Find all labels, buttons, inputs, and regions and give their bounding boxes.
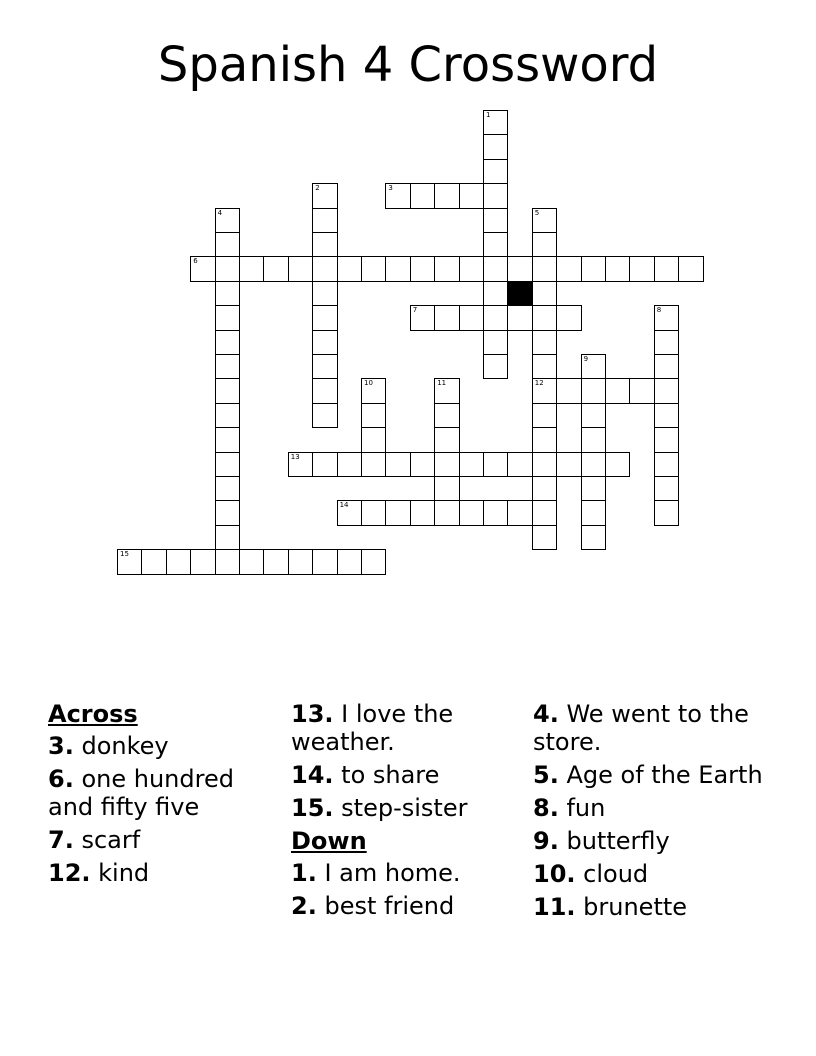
- grid-cell[interactable]: [483, 305, 508, 330]
- grid-cell[interactable]: [337, 452, 362, 477]
- clue-item: [48, 859, 278, 887]
- grid-cell[interactable]: [532, 305, 557, 330]
- clue-item: [291, 859, 521, 887]
- clue-text: Age of the Earth: [566, 761, 763, 789]
- grid-clue-number: 7: [412, 306, 418, 315]
- grid-cell[interactable]: [215, 427, 240, 452]
- grid-cell[interactable]: [556, 305, 581, 330]
- grid-cell[interactable]: [654, 403, 679, 428]
- clue-item: [533, 893, 773, 921]
- grid-clue-number: 11: [437, 379, 447, 388]
- clue-text: brunette: [583, 893, 688, 921]
- grid-cell[interactable]: [337, 500, 362, 525]
- grid-clue-number: 6: [193, 257, 198, 266]
- grid-cell[interactable]: [459, 305, 484, 330]
- grid-cell[interactable]: [581, 378, 606, 403]
- grid-cell[interactable]: [532, 378, 557, 403]
- grid-cell[interactable]: [605, 256, 630, 281]
- grid-clue-number: 5: [534, 208, 540, 217]
- grid-cell[interactable]: [581, 525, 606, 550]
- clue-heading-down: Down: [291, 827, 367, 855]
- clue-number: 7.: [48, 826, 74, 854]
- grid-cell[interactable]: [312, 208, 337, 233]
- grid-clue-number: 12: [534, 379, 544, 388]
- grid-cell[interactable]: [483, 354, 508, 379]
- clue-text: We went to the store.: [533, 700, 749, 756]
- clue-item: [291, 761, 521, 789]
- grid-cell[interactable]: [312, 549, 337, 574]
- grid-cell[interactable]: [532, 256, 557, 281]
- clue-item: [48, 826, 278, 854]
- grid-cell[interactable]: [410, 183, 435, 208]
- grid-cell[interactable]: [312, 183, 337, 208]
- grid-cell[interactable]: [532, 330, 557, 355]
- grid-cell[interactable]: [434, 305, 459, 330]
- grid-cell[interactable]: [605, 378, 630, 403]
- clue-text: butterfly: [566, 827, 670, 855]
- grid-cell[interactable]: [581, 354, 606, 379]
- clue-item: [48, 732, 278, 760]
- clue-column-3: [533, 700, 773, 926]
- grid-cell[interactable]: [483, 159, 508, 184]
- grid-cell[interactable]: [410, 256, 435, 281]
- grid-cell[interactable]: [483, 183, 508, 208]
- clue-item: [48, 765, 278, 821]
- grid-cell[interactable]: [410, 305, 435, 330]
- grid-cell[interactable]: [288, 549, 313, 574]
- clue-number: 10.: [533, 860, 576, 888]
- grid-cell[interactable]: [532, 354, 557, 379]
- clue-item: [533, 700, 773, 756]
- grid-cell[interactable]: [215, 281, 240, 306]
- grid-cell[interactable]: [288, 256, 313, 281]
- grid-cell[interactable]: [556, 378, 581, 403]
- grid-cell[interactable]: [532, 281, 557, 306]
- grid-cell[interactable]: [556, 452, 581, 477]
- grid-cell[interactable]: [654, 305, 679, 330]
- grid-cell[interactable]: [215, 232, 240, 257]
- clue-text: to share: [341, 761, 440, 789]
- grid-cell[interactable]: [434, 500, 459, 525]
- grid-cell[interactable]: [459, 183, 484, 208]
- grid-cell[interactable]: [239, 549, 264, 574]
- grid-cell[interactable]: [337, 549, 362, 574]
- grid-cell[interactable]: [215, 549, 240, 574]
- grid-cell[interactable]: [654, 476, 679, 501]
- clue-number: 6.: [48, 765, 74, 793]
- grid-cell[interactable]: [312, 354, 337, 379]
- grid-cell[interactable]: [312, 403, 337, 428]
- grid-cell[interactable]: [532, 452, 557, 477]
- clue-number: 2.: [291, 892, 317, 920]
- clue-item: [291, 794, 521, 822]
- grid-cell[interactable]: [483, 208, 508, 233]
- grid-cell[interactable]: [507, 305, 532, 330]
- clue-item: [533, 761, 773, 789]
- grid-clue-number: 15: [120, 550, 129, 559]
- grid-cell[interactable]: [312, 232, 337, 257]
- grid-cell[interactable]: [483, 281, 508, 306]
- clue-number: 15.: [291, 794, 334, 822]
- grid-cell[interactable]: [483, 330, 508, 355]
- grid-clue-number: 13: [290, 452, 300, 461]
- grid-cell[interactable]: [141, 549, 166, 574]
- grid-cell[interactable]: [654, 452, 679, 477]
- grid-cell[interactable]: [434, 378, 459, 403]
- clue-text: best friend: [324, 892, 455, 920]
- grid-cell[interactable]: [361, 427, 386, 452]
- grid-cell[interactable]: [215, 378, 240, 403]
- grid-cell[interactable]: [434, 183, 459, 208]
- grid-cell[interactable]: [581, 256, 606, 281]
- grid-cell[interactable]: [312, 256, 337, 281]
- clue-column-1: [48, 700, 278, 892]
- grid-cell[interactable]: [361, 403, 386, 428]
- grid-clue-number: 4: [217, 208, 223, 217]
- page-title: Spanish 4 Crossword: [157, 37, 659, 93]
- grid-cell[interactable]: [654, 256, 679, 281]
- clue-number: 9.: [533, 827, 559, 855]
- clue-text: fun: [566, 794, 606, 822]
- grid-cell[interactable]: [507, 452, 532, 477]
- grid-cell[interactable]: [483, 232, 508, 257]
- grid-cell[interactable]: [629, 378, 654, 403]
- grid-clue-number: 2: [315, 184, 320, 193]
- grid-cell[interactable]: [434, 452, 459, 477]
- grid-clue-number: 8: [656, 306, 662, 315]
- grid-cell[interactable]: [581, 476, 606, 501]
- clue-text: donkey: [81, 732, 169, 760]
- clue-text: cloud: [583, 860, 649, 888]
- grid-cell[interactable]: [361, 452, 386, 477]
- grid-cell[interactable]: [532, 427, 557, 452]
- grid-cell[interactable]: [263, 549, 288, 574]
- grid-cell[interactable]: [312, 330, 337, 355]
- grid-cell[interactable]: [581, 427, 606, 452]
- clue-number: 8.: [533, 794, 559, 822]
- clue-number: 1.: [291, 859, 317, 887]
- grid-cell[interactable]: [361, 256, 386, 281]
- grid-cell[interactable]: [215, 403, 240, 428]
- clue-column-2: [291, 700, 521, 925]
- grid-cell[interactable]: [654, 354, 679, 379]
- grid-cell[interactable]: [215, 500, 240, 525]
- grid-cell[interactable]: [507, 256, 532, 281]
- grid-cell[interactable]: [361, 500, 386, 525]
- clue-text: I am home.: [324, 859, 461, 887]
- grid-cell[interactable]: [215, 256, 240, 281]
- clue-number: 5.: [533, 761, 559, 789]
- grid-cell[interactable]: [361, 549, 386, 574]
- grid-cell[interactable]: [532, 525, 557, 550]
- grid-cell[interactable]: [215, 330, 240, 355]
- grid-cell[interactable]: [263, 256, 288, 281]
- clue-text: one hundred and fifty five: [48, 765, 234, 821]
- grid-cell[interactable]: [483, 452, 508, 477]
- grid-cell[interactable]: [385, 256, 410, 281]
- grid-clue-number: 1: [486, 111, 491, 119]
- clue-item: [291, 700, 521, 756]
- grid-clue-number: 14: [339, 501, 349, 510]
- grid-cell[interactable]: [532, 232, 557, 257]
- grid-cell[interactable]: [215, 525, 240, 550]
- grid-cell[interactable]: [483, 256, 508, 281]
- grid-cell[interactable]: [483, 110, 508, 135]
- clue-item: [291, 892, 521, 920]
- grid-cell[interactable]: [215, 354, 240, 379]
- clue-text: step-sister: [341, 794, 468, 822]
- grid-cell[interactable]: [654, 378, 679, 403]
- clue-heading-across: Across: [48, 700, 138, 728]
- clue-number: 13.: [291, 700, 334, 728]
- grid-cell[interactable]: [312, 378, 337, 403]
- grid-cell[interactable]: [215, 452, 240, 477]
- grid-cell[interactable]: [215, 476, 240, 501]
- clue-text: kind: [98, 859, 150, 887]
- clue-number: 14.: [291, 761, 334, 789]
- grid-cell[interactable]: [410, 500, 435, 525]
- grid-cell[interactable]: [288, 452, 313, 477]
- grid-cell[interactable]: [605, 452, 630, 477]
- grid-cell[interactable]: [361, 378, 386, 403]
- grid-cell[interactable]: [581, 452, 606, 477]
- grid-clue-number: 10: [364, 379, 373, 388]
- grid-cell[interactable]: [215, 208, 240, 233]
- clue-text: scarf: [81, 826, 141, 854]
- grid-cell[interactable]: [434, 403, 459, 428]
- grid-cell[interactable]: [434, 256, 459, 281]
- grid-cell[interactable]: [312, 305, 337, 330]
- grid-cell[interactable]: [483, 134, 508, 159]
- grid-cell[interactable]: [312, 452, 337, 477]
- grid-cell[interactable]: [434, 476, 459, 501]
- grid-cell[interactable]: [678, 256, 703, 281]
- grid-cell[interactable]: [532, 500, 557, 525]
- grid-cell[interactable]: [385, 500, 410, 525]
- grid-cell[interactable]: [239, 256, 264, 281]
- grid-cell[interactable]: [312, 281, 337, 306]
- clue-number: 3.: [48, 732, 74, 760]
- grid-cell[interactable]: [507, 500, 532, 525]
- clue-number: 11.: [533, 893, 576, 921]
- clue-item: [533, 827, 773, 855]
- grid-cell[interactable]: [483, 500, 508, 525]
- grid-cell[interactable]: [434, 427, 459, 452]
- clue-item: [533, 860, 773, 888]
- grid-cell[interactable]: [117, 549, 142, 574]
- grid-cell[interactable]: [410, 452, 435, 477]
- grid-cell[interactable]: [556, 256, 581, 281]
- grid-cell[interactable]: [385, 183, 410, 208]
- grid-cell[interactable]: [532, 208, 557, 233]
- grid-cell[interactable]: [654, 330, 679, 355]
- clue-number: 4.: [533, 700, 559, 728]
- grid-cell[interactable]: [581, 500, 606, 525]
- grid-cell[interactable]: [629, 256, 654, 281]
- grid-cell[interactable]: [166, 549, 191, 574]
- grid-cell[interactable]: [190, 256, 215, 281]
- clue-item: [533, 794, 773, 822]
- grid-cell[interactable]: [654, 500, 679, 525]
- grid-cell[interactable]: [532, 476, 557, 501]
- grid-cell[interactable]: [459, 500, 484, 525]
- grid-cell[interactable]: [459, 256, 484, 281]
- shaded-cell: [507, 281, 532, 306]
- grid-cell[interactable]: [654, 427, 679, 452]
- grid-cell[interactable]: [215, 305, 240, 330]
- grid-cell[interactable]: [385, 452, 410, 477]
- grid-cell[interactable]: [532, 403, 557, 428]
- grid-clue-number: 9: [583, 355, 589, 363]
- grid-cell[interactable]: [581, 403, 606, 428]
- grid-cell[interactable]: [337, 256, 362, 281]
- grid-cell[interactable]: [459, 452, 484, 477]
- clue-text: I love the weather.: [291, 700, 454, 756]
- grid-clue-number: 3: [388, 184, 393, 193]
- clue-number: 12.: [48, 859, 91, 887]
- grid-cell[interactable]: [190, 549, 215, 574]
